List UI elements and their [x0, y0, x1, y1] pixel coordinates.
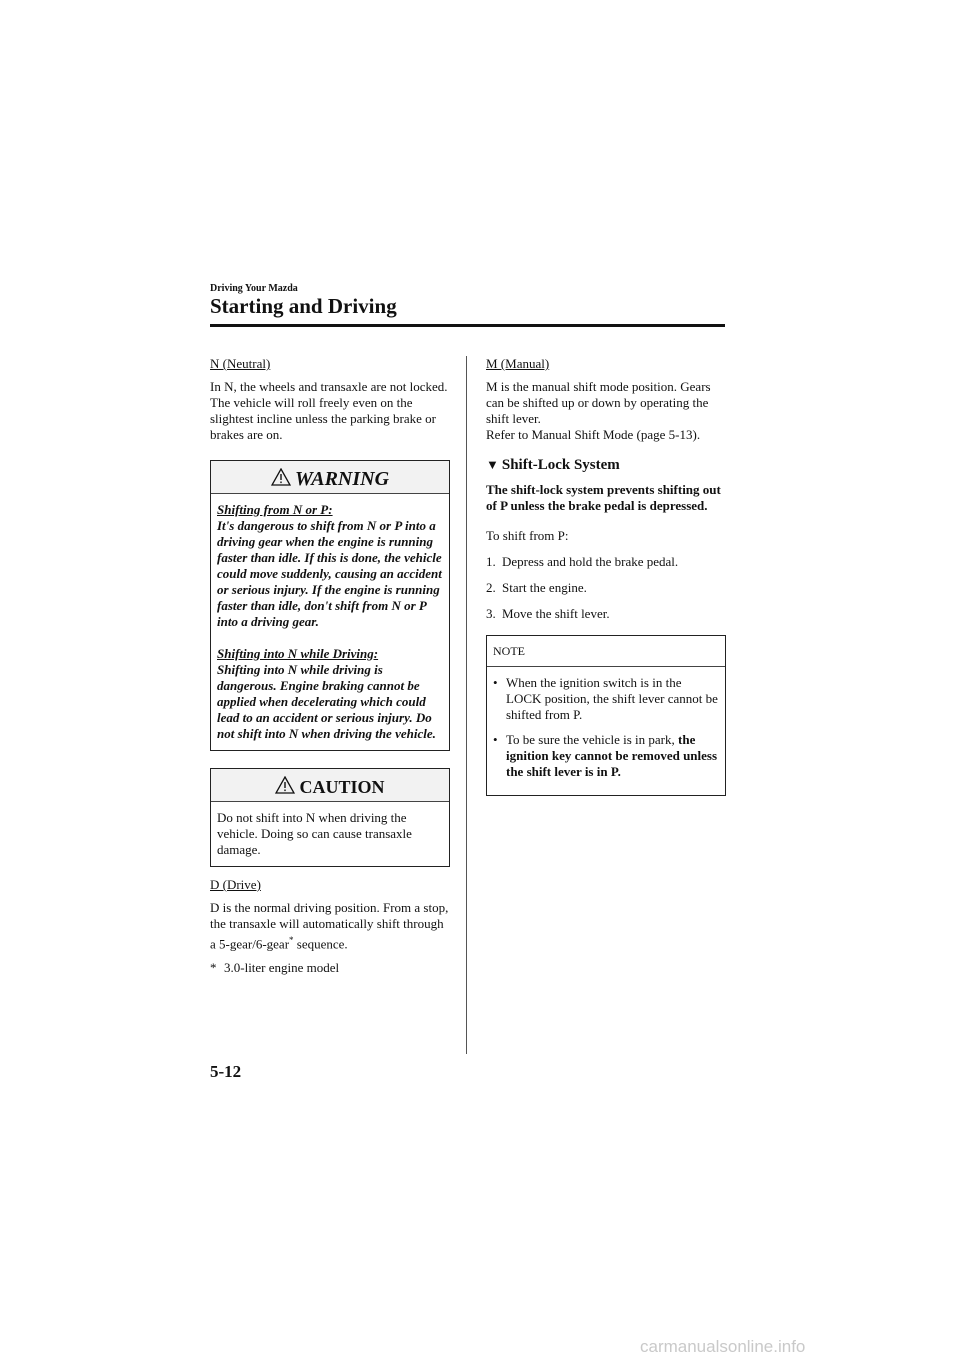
- caution-box: [210, 768, 450, 867]
- header-rule: [210, 324, 725, 327]
- watermark: carmanualsonline.info: [640, 1337, 806, 1356]
- note-bullet-bold: the ignition key cannot be removed unless the shift lever is in P.: [506, 732, 718, 779]
- warning-label: WARNING: [294, 468, 390, 490]
- footnote: [210, 960, 450, 976]
- step-text: Depress and hold the brake pedal.: [502, 554, 679, 569]
- shift-lock-title: Shift-Lock System: [501, 457, 620, 473]
- note-bullet-plain: To be sure the vehicle is in park,: [506, 732, 679, 747]
- drive-text-main: D is the normal driving position. From a stop, the transaxle will automatically shift through a 5-gear/6-gear: [210, 900, 449, 952]
- right-column: [486, 356, 726, 796]
- note-bullet: [493, 675, 719, 723]
- shift-lock-heading: [486, 457, 726, 473]
- step-item: [486, 554, 726, 570]
- section-label: Driving Your Mazda: [210, 283, 298, 294]
- warning-text-2: Shifting into N while driving is dangerous. Engine braking cannot be applied when decelerating which could lead to an accident or serious injury. Do not shift into N when driving the vehicle.: [217, 662, 436, 741]
- warning-body: [211, 494, 449, 750]
- caution-label: CAUTION: [299, 777, 385, 797]
- warning-subheading-2: Shifting into N while Driving:: [217, 646, 379, 661]
- step-number: 1.: [486, 554, 496, 569]
- caution-header: [211, 769, 449, 802]
- note-bullet-text: When the ignition switch is in the LOCK position, the shift lever cannot be shifted from P.: [506, 675, 718, 722]
- step-text: Move the shift lever.: [502, 606, 610, 621]
- bullet-icon: •: [493, 732, 498, 747]
- drive-text: [210, 900, 450, 952]
- note-bullet: [493, 732, 719, 780]
- note-body: [487, 667, 725, 795]
- warning-triangle-icon: [271, 468, 291, 486]
- column-divider: [466, 356, 467, 1054]
- left-column: [210, 356, 450, 976]
- step-text: Start the engine.: [502, 580, 587, 595]
- caution-body: [211, 802, 449, 866]
- section-marker-icon: ▼: [486, 457, 499, 472]
- caution-text: Do not shift into N when driving the vehicle. Doing so can cause transaxle damage.: [217, 810, 412, 857]
- bullet-icon: •: [493, 675, 498, 690]
- footnote-text: 3.0-liter engine model: [224, 960, 340, 976]
- step-item: [486, 606, 726, 622]
- note-label: NOTE: [487, 636, 725, 667]
- footnote-marker: *: [289, 935, 294, 945]
- chapter-title: Starting and Driving: [210, 294, 397, 318]
- note-bullet-text: [506, 732, 719, 780]
- drive-heading: D (Drive): [210, 877, 261, 892]
- warning-box: [210, 460, 450, 751]
- caution-triangle-icon: [275, 776, 295, 794]
- manual-reference: Refer to Manual Shift Mode (page 5-13).: [486, 427, 701, 442]
- note-box: [486, 635, 726, 796]
- warning-header: [211, 461, 449, 494]
- drive-text-end: sequence.: [293, 936, 348, 952]
- step-item: [486, 580, 726, 596]
- step-number: 2.: [486, 580, 496, 595]
- warning-subheading-1: Shifting from N or P:: [217, 502, 333, 517]
- neutral-heading: N (Neutral): [210, 356, 271, 371]
- warning-text-1: It's dangerous to shift from N or P into a driving gear when the engine is running faster than idle. If this is done, the vehicle could move suddenly, causing an accident or serious injury. If the engine is running faster than idle, don't shift from N or P into a driving gear.: [217, 518, 442, 629]
- step-number: 3.: [486, 606, 496, 621]
- shift-lock-intro: To shift from P:: [486, 528, 569, 543]
- manual-text: M is the manual shift mode position. Gears can be shifted up or down by operating the shift lever.: [486, 379, 711, 426]
- shift-lock-lead: The shift-lock system prevents shifting out of P unless the brake pedal is depressed.: [486, 482, 721, 513]
- footnote-mark: *: [210, 960, 217, 976]
- neutral-text: In N, the wheels and transaxle are not locked. The vehicle will roll freely even on the slightest incline unless the parking brake or brakes are on.: [210, 379, 448, 442]
- manual-heading: M (Manual): [486, 356, 550, 371]
- page-number: 5-12: [210, 1062, 242, 1081]
